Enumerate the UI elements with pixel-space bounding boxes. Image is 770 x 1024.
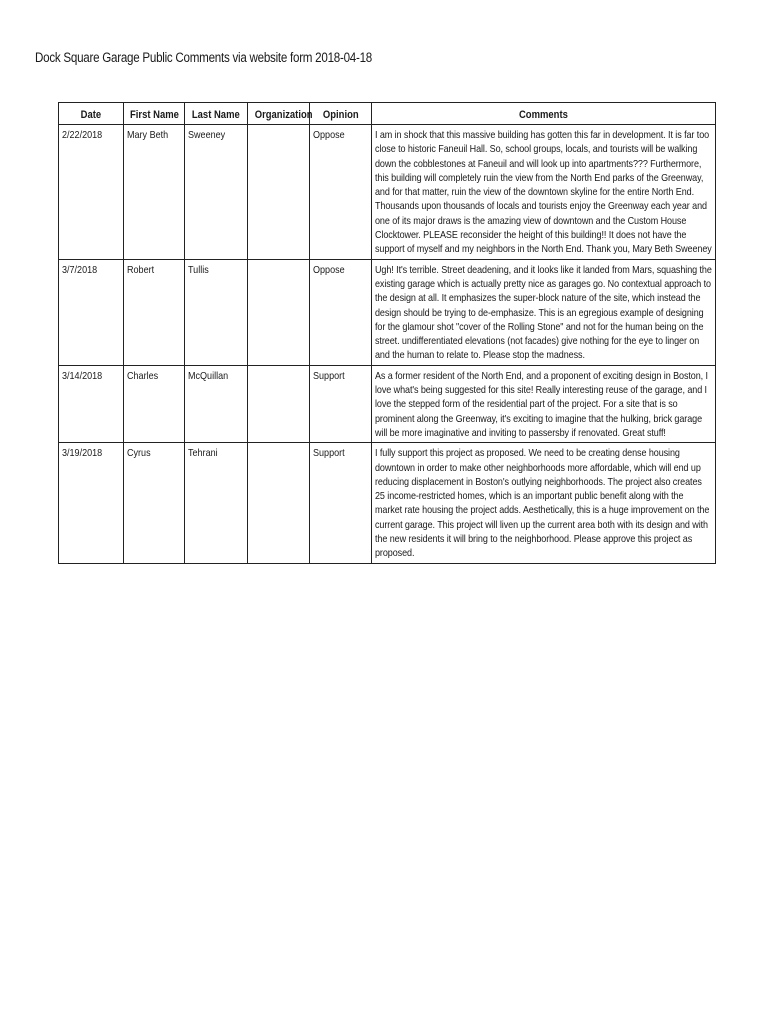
table-row [59,125,716,260]
column-header-first-name: First Name [124,103,185,125]
cell-organization [248,259,310,365]
cell-last-name: Tehrani [185,443,248,563]
table-row [59,443,716,563]
cell-date: 3/14/2018 [59,365,124,442]
cell-organization [248,443,310,563]
cell-first-name: Charles [124,365,185,442]
cell-last-name: McQuillan [185,365,248,442]
cell-first-name: Cyrus [124,443,185,563]
table-header-row [59,103,716,125]
cell-last-name: Sweeney [185,125,248,260]
column-header-opinion: Opinion [310,103,372,125]
cell-organization [248,365,310,442]
cell-first-name: Robert [124,259,185,365]
page-title: Dock Square Garage Public Comments via website form 2018-04-18 [35,50,372,65]
cell-comments: As a former resident of the North End, and a proponent of exciting design in Boston, I love what's being suggested for this site! Really interesting reuse of the garage, and I love the stepped form of the residential part of the project. For a site that is so prominent along the Greenway, it's exciting to imagine that the hulking, brick garage will be more imaginative and inviting to passersby if renovated. Great stuff! [372,365,716,442]
column-header-comments: Comments [372,103,716,125]
column-header-date: Date [59,103,124,125]
cell-last-name: Tullis [185,259,248,365]
cell-comments: I am in shock that this massive building has gotten this far in development. It is far too close to historic Faneuil Hall. So, school groups, locals, and tourists will be walking down the cobblestones at Faneuil and will look up into apartments??? Furthermore, this building will completely ruin the view from the North End parks of the Greenway, and for that matter, ruin the view of the downtown skyline for the entire North End. Thousands upon thousands of locals and tourists enjoy the Greenway each year and one of its major draws is the amazing view of downtown and the Custom House Clocktower. PLEASE reconsider the height of this building!! It does not have the support of myself and my neighbors in the North End. Thank you, Mary Beth Sweeney [372,125,716,260]
column-header-organization: Organization [248,103,310,125]
column-header-last-name: Last Name [185,103,248,125]
cell-date: 3/19/2018 [59,443,124,563]
cell-opinion: Support [310,443,372,563]
cell-first-name: Mary Beth [124,125,185,260]
table-row [59,365,716,442]
cell-date: 2/22/2018 [59,125,124,260]
comments-table [58,102,716,564]
cell-organization [248,125,310,260]
cell-comments: Ugh! It's terrible. Street deadening, and it looks like it landed from Mars, squashing the existing garage which is actually pretty nice as garages go. No contextual approach to the design at all. It emphasizes the super-block nature of the site, which instead the design should be trying to de-emphasize. This is an egregious example of designing for the glamour shot "cover of the Rolling Stone" and not for the human being on the street. undifferentiated elevations (not facades) give nothing for the eye to linger on and the human to relate to. Please stop the madness. [372,259,716,365]
table-row [59,259,716,365]
cell-opinion: Oppose [310,259,372,365]
cell-opinion: Support [310,365,372,442]
cell-date: 3/7/2018 [59,259,124,365]
cell-comments: I fully support this project as proposed. We need to be creating dense housing downtown in order to make other neighborhoods more affordable, which will end up reducing displacement in Boston's outlying neighborhoods. The project also creates 25 income-restricted homes, which is an important public benefit along with the market rate housing the project adds. Aesthetically, this is a huge improvement on the current garage. This project will liven up the current area both with its design and with the new residents it will bring to the neighborhood. Please approve this project as proposed. [372,443,716,563]
cell-opinion: Oppose [310,125,372,260]
